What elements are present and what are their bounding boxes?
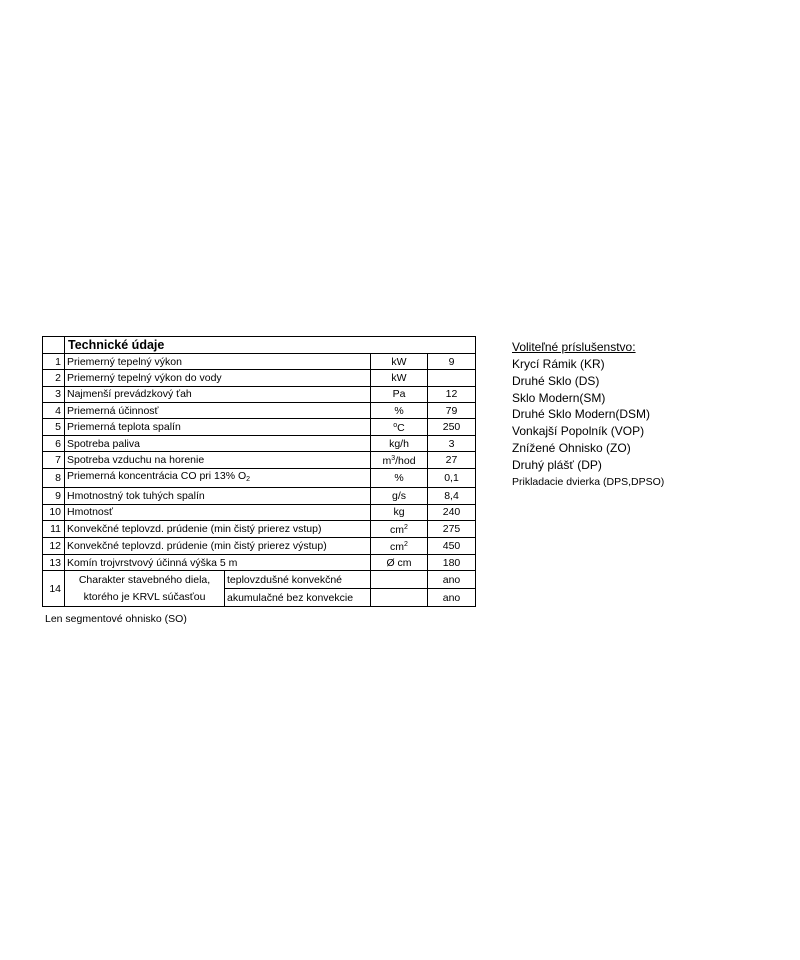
row-number: 9 — [43, 488, 65, 504]
row-label: Spotreba paliva — [65, 436, 371, 452]
row-value: 8,4 — [428, 488, 476, 504]
row-number: 10 — [43, 504, 65, 520]
row-label-line1: Charakter stavebného diela, — [78, 573, 211, 586]
row-unit: kg — [371, 504, 428, 520]
row-unit: g/s — [371, 488, 428, 504]
accessories-list — [512, 340, 664, 490]
row-label-multiline — [65, 571, 225, 607]
table-row — [43, 354, 476, 370]
row-number: 4 — [43, 402, 65, 418]
row-value: ano — [428, 571, 476, 589]
row-unit — [371, 452, 428, 469]
table-row — [43, 555, 476, 571]
row-label: Hmotnosť — [65, 504, 371, 520]
table-title: Technické údaje — [65, 337, 476, 354]
row-value: 450 — [428, 538, 476, 555]
table-row — [43, 419, 476, 436]
title-num-cell — [43, 337, 65, 354]
row-number: 2 — [43, 370, 65, 386]
row-label: Priemerná účinnosť — [65, 402, 371, 418]
table-row — [43, 521, 476, 538]
accessory-item: Druhé Sklo Modern(DSM) — [512, 407, 651, 422]
row-number: 3 — [43, 386, 65, 402]
row-label-line2: ktorého je KRVL súčasťou — [83, 590, 206, 603]
row-value: 9 — [428, 354, 476, 370]
row-label: Hmotnostný tok tuhých spalín — [65, 488, 371, 504]
row-label: Spotreba vzduchu na horenie — [65, 452, 371, 469]
row-value: 12 — [428, 386, 476, 402]
table-row — [43, 436, 476, 452]
row-unit-text-post: /hod — [395, 455, 416, 468]
row-number: 11 — [43, 521, 65, 538]
row-number: 6 — [43, 436, 65, 452]
row-unit-superscript: 2 — [404, 524, 408, 532]
technical-data-body — [43, 337, 476, 607]
table-row — [43, 402, 476, 418]
table-row — [43, 469, 476, 488]
row-value: 275 — [428, 521, 476, 538]
row-value: 250 — [428, 419, 476, 436]
row-unit: Ø cm — [371, 555, 428, 571]
row-unit — [371, 538, 428, 555]
accessory-item: Vonkajší Popolník (VOP) — [512, 424, 645, 439]
row-unit — [371, 571, 428, 589]
accessory-item: Sklo Modern(SM) — [512, 390, 606, 405]
row-number: 12 — [43, 538, 65, 555]
table-row — [43, 504, 476, 520]
table-row — [43, 386, 476, 402]
accessory-item: Prikladacie dvierka (DPS,DPSO) — [512, 475, 665, 488]
row-label: Priemerný tepelný výkon — [65, 354, 371, 370]
accessories-title: Voliteľné príslušenstvo: — [512, 340, 636, 354]
row-number: 7 — [43, 452, 65, 469]
row-label: Najmenší prevádzkový ťah — [65, 386, 371, 402]
row-unit-superscript: 3 — [391, 455, 396, 463]
row-unit: kg/h — [371, 436, 428, 452]
table-row — [43, 488, 476, 504]
accessory-item: Znížené Ohnisko (ZO) — [512, 440, 631, 455]
row-label: Priemerná teplota spalín — [65, 419, 371, 436]
row-label: Konvekčné teplovzd. prúdenie (min čistý prierez výstup) — [65, 538, 371, 555]
row-unit: % — [371, 469, 428, 488]
row-unit-text-post: C — [397, 422, 405, 435]
row-label: Komín trojvrstvový účinná výška 5 m — [65, 555, 371, 571]
note-text: Len segmentové ohnisko (SO) — [45, 613, 187, 625]
row-unit — [371, 521, 428, 538]
row-unit: Pa — [371, 386, 428, 402]
row-unit-text: m — [382, 455, 392, 468]
row-number: 14 — [43, 571, 65, 607]
row-value — [428, 370, 476, 386]
row-label-subscript: 2 — [246, 476, 251, 484]
row-unit — [371, 589, 428, 607]
row-value: 27 — [428, 452, 476, 469]
table-row — [43, 538, 476, 555]
row-label-text: Priemerná koncentrácia CO pri 13% O — [67, 470, 247, 483]
table-row — [43, 370, 476, 386]
row-value: 240 — [428, 504, 476, 520]
row-unit: % — [371, 402, 428, 418]
row-unit — [371, 419, 428, 436]
table-row — [43, 452, 476, 469]
row-label — [65, 469, 371, 488]
row-unit-superscript: 2 — [404, 541, 408, 549]
row-number: 5 — [43, 419, 65, 436]
row-value: 0,1 — [428, 469, 476, 488]
row-unit-superscript: o — [393, 422, 398, 430]
accessory-item: Krycí Rámik (KR) — [512, 357, 605, 371]
table-title-row — [43, 337, 476, 354]
row-unit: kW — [371, 354, 428, 370]
accessory-item: Druhý plášť (DP) — [512, 457, 602, 472]
row-unit: kW — [371, 370, 428, 386]
row-label: Priemerný tepelný výkon do vody — [65, 370, 371, 386]
row-label: Konvekčné teplovzd. prúdenie (min čistý prierez vstup) — [65, 521, 371, 538]
row-value: ano — [428, 589, 476, 607]
row-value: 79 — [428, 402, 476, 418]
row-value: 180 — [428, 555, 476, 571]
row-value: 3 — [428, 436, 476, 452]
technical-data-table — [42, 336, 476, 607]
row-sub-label: akumulačné bez konvekcie — [225, 589, 371, 607]
row-number: 13 — [43, 555, 65, 571]
row-number: 1 — [43, 354, 65, 370]
accessory-item: Druhé Sklo (DS) — [512, 373, 600, 388]
row-unit-text: cm — [390, 541, 405, 554]
row-sub-label: teplovzdušné konvekčné — [225, 571, 371, 589]
row-unit-text: cm — [390, 524, 405, 537]
table-row-14 — [43, 571, 476, 589]
row-number: 8 — [43, 469, 65, 488]
